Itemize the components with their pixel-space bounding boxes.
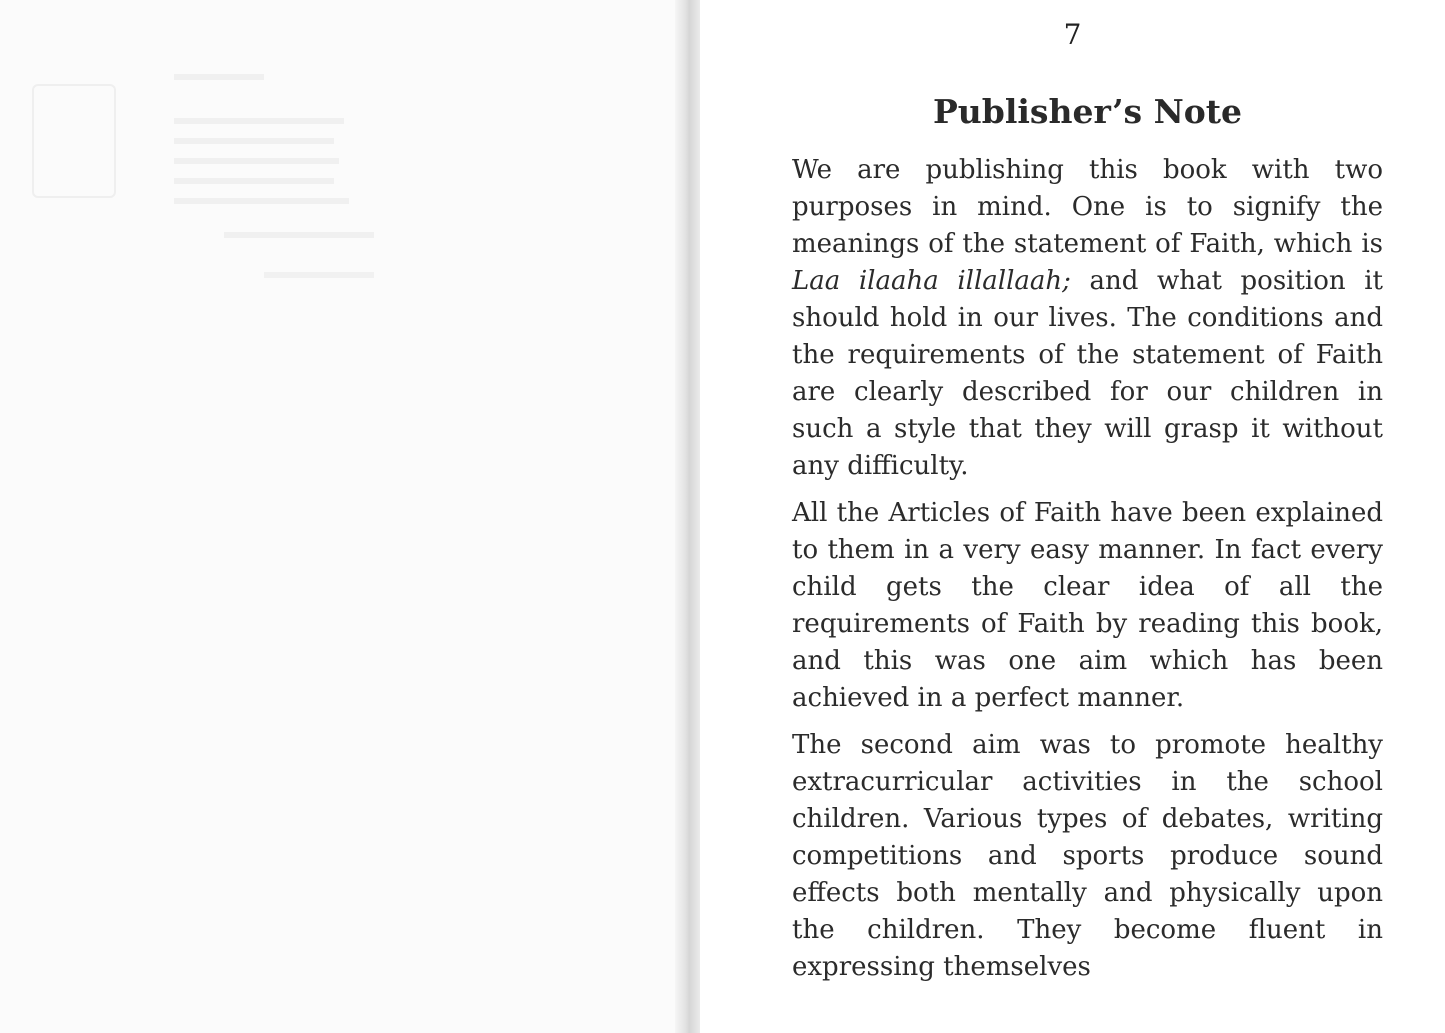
paragraph-1-text-start: We are publishing this book with two purposes in mind. One is to signify the meanings of the statement of Faith, which is — [792, 155, 1383, 259]
paragraph-3: The second aim was to promote healthy extracurricular activities in the school children. Various types of debates, writing competitions and sports produce sound effects both mentally and physically upon the children. They become fluent in expressing themselves — [792, 730, 1383, 982]
body-text — [792, 152, 1383, 996]
page-title: Publisher’s Note — [932, 92, 1243, 131]
paragraph-1-text-end: and what position it should hold in our lives. The conditions and the requirements of the statement of Faith are clearly described for our children in such a style that they will grasp it without any difficulty. — [792, 266, 1384, 481]
paragraph-2: All the Articles of Faith have been explained to them in a very easy manner. In fact every child gets the clear idea of all the requirements of Faith by reading this book, and this was one aim which has been achieved in a perfect manner. — [792, 498, 1383, 713]
ghost-emblem-icon — [32, 84, 116, 198]
paragraph-1-italic-phrase: Laa ilaaha illallaah; — [792, 266, 1071, 296]
bleed-through-ghost — [24, 60, 384, 320]
paragraph-1 — [792, 152, 1383, 485]
left-page-blank — [0, 0, 684, 1033]
right-page — [700, 0, 1445, 1033]
book-gutter — [675, 0, 701, 1033]
page-number: 7 — [1063, 18, 1082, 51]
